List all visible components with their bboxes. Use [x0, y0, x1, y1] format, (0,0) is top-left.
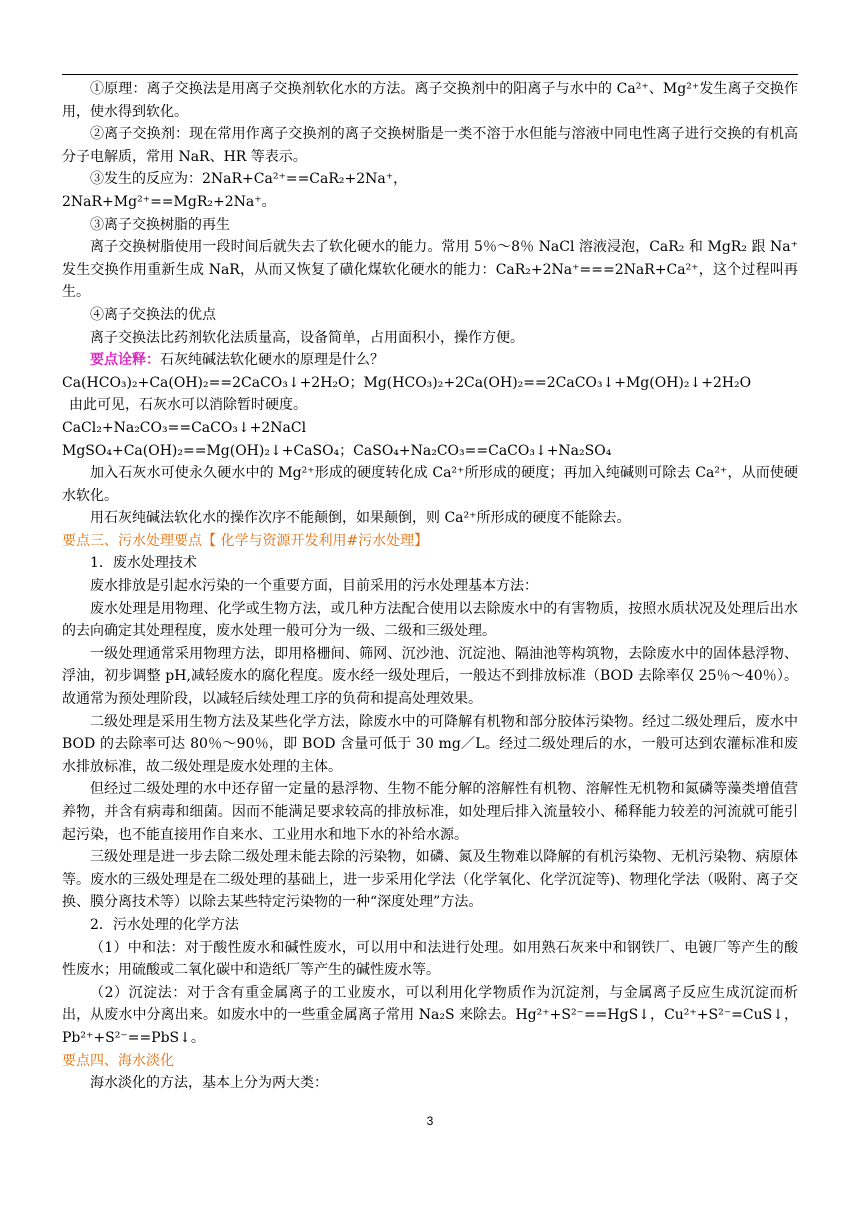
reaction-line-2: 2NaR+Mg²⁺==MgR₂+2Na⁺。 [62, 193, 276, 210]
paragraph-basic-methods: 废水排放是引起水污染的一个重要方面，目前采用的污水处理基本方法： [90, 578, 538, 595]
equation-line-1: Ca(HCO₃)₂+Ca(OH)₂==2CaCO₃↓+2H₂O；Mg(HCO₃)₂+2Ca(OH)₂==2CaCO₃↓+Mg(OH)₂↓+2H₂O [62, 374, 752, 391]
equation-line-2: CaCl₂+Na₂CO₃==CaCO₃↓+2NaCl [62, 419, 307, 436]
document-body [62, 78, 798, 1095]
subheading-advantages: ④离子交换法的优点 [90, 306, 216, 323]
key-point-label: 要点诠释： [90, 352, 160, 369]
key-point-text: 石灰纯碱法软化硬水的原理是什么？ [160, 352, 384, 369]
section-heading-desalination: 要点四、海水淡化 [62, 1052, 174, 1069]
subheading-technology: 1．废水处理技术 [90, 555, 197, 572]
section-heading-wastewater: 要点三、污水处理要点【 化学与资源开发利用#污水处理】 [62, 532, 429, 549]
paragraph-order-note: 用石灰纯碱法软化水的操作次序不能颠倒，如果颠倒，则 Ca²⁺所形成的硬度不能除去。 [90, 510, 631, 527]
paragraph-advantages: 离子交换法比药剂软化法质量高，设备简单，占用面积小，操作方便。 [90, 329, 524, 346]
header-rule [62, 74, 798, 75]
paragraph-precipitation: （2）沉淀法：对于含有重金属离子的工业废水，可以利用化学物质作为沉淀剂，与金属离子反应生成沉淀而析出，从废水中分离出来。如废水中的一些重金属离子常用 Na₂S 来除去。Hg²⁺+S²⁻==HgS↓，Cu²⁺+S²⁻=CuS↓，Pb²⁺+S²⁻==PbS↓。 [62, 984, 798, 1046]
subheading-regeneration: ③离子交换树脂的再生 [90, 216, 230, 233]
paragraph-principle: ①原理：离子交换法是用离子交换剂软化水的方法。离子交换剂中的阳离子与水中的 Ca²⁺、Mg²⁺发生离子交换作用，使水得到软化。 [62, 81, 798, 120]
paragraph-permanent-hardness: 加入石灰水可使永久硬水中的 Mg²⁺形成的硬度转化成 Ca²⁺所形成的硬度；再加入纯碱则可除去 Ca²⁺，从而使硬水软化。 [62, 465, 798, 504]
paragraph-temporary-hardness: 由此可见，石灰水可以消除暂时硬度。 [69, 397, 307, 414]
paragraph-secondary-limits: 但经过二级处理的水中还存留一定量的悬浮物、生物不能分解的溶解性有机物、溶解性无机物和氮磷等藻类增值营养物，并含有病毒和细菌。因而不能满足要求较高的排放标准，如处理后排入流量较小、稀释能力较差的河流就可能引起污染，也不能直接用作自来水、工业用水和地下水的补给水源。 [62, 781, 798, 843]
reaction-line-1: ③发生的反应为：2NaR+Ca²⁺==CaR₂+2Na⁺， [90, 171, 408, 188]
paragraph-regeneration: 离子交换树脂使用一段时间后就失去了软化硬水的能力。常用 5％～8％ NaCl 溶液浸泡，CaR₂ 和 MgR₂ 跟 Na⁺发生交换作用重新生成 NaR，从而又恢复了磺化煤软化硬水的能力：CaR₂+2Na⁺===2NaR+Ca²⁺，这个过程叫再生。 [62, 239, 798, 301]
paragraph-primary-treatment: 一级处理通常采用物理方法，即用格栅间、筛网、沉沙池、沉淀池、隔油池等构筑物，去除废水中的固体悬浮物、浮油，初步调整 pH,减轻废水的腐化程度。废水经一级处理后，一般达不到排放标准（BOD 去除率仅 25％～40％）。故通常为预处理阶段，以减轻后续处理工序的负荷和提高处理效果。 [62, 645, 798, 708]
equation-line-3: MgSO₄+Ca(OH)₂==Mg(OH)₂↓+CaSO₄；CaSO₄+Na₂CO₃==CaCO₃↓+Na₂SO₄ [62, 442, 612, 459]
page-number: 3 [426, 1114, 434, 1128]
paragraph-treatment-overview: 废水处理是用物理、化学或生物方法，或几种方法配合使用以去除废水中的有害物质，按照水质状况及处理后出水的去向确定其处理程度，废水处理一般可分为一级、二级和三级处理。 [62, 600, 798, 640]
paragraph-exchanger: ②离子交换剂：现在常用作离子交换剂的离子交换树脂是一类不溶于水但能与溶液中同电性离子进行交换的有机高分子电解质，常用 NaR、HR 等表示。 [62, 126, 798, 165]
subheading-chemical-methods: 2．污水处理的化学方法 [90, 916, 239, 933]
paragraph-desalination-intro: 海水淡化的方法，基本上分为两大类： [90, 1075, 328, 1092]
paragraph-tertiary-treatment: 三级处理是进一步去除二级处理未能去除的污染物，如磷、氮及生物难以降解的有机污染物、无机污染物、病原体等。废水的三级处理是在二级处理的基础上，进一步采用化学法（化学氧化、化学沉淀等)、物理化学法（吸附、离子交换、膜分离技术等）以除去某些特定污染物的一种“深度处理”方法。 [62, 849, 798, 911]
key-point-question [62, 349, 798, 372]
paragraph-neutralization: （1）中和法：对于酸性废水和碱性废水，可以用中和法进行处理。如用熟石灰来中和钢铁厂、电镀厂等产生的酸性废水；用硫酸或二氧化碳中和造纸厂等产生的碱性废水等。 [62, 939, 798, 979]
paragraph-secondary-treatment: 二级处理是采用生物方法及某些化学方法，除废水中的可降解有机物和部分胶体污染物。经过二级处理后，废水中 BOD 的去除率可达 80％～90％，即 BOD 含量可低于 30 mg／L。经过二级处理后的水，一般可达到农灌标准和废水排放标准，故二级处理是废水处理的主体。 [62, 713, 798, 775]
